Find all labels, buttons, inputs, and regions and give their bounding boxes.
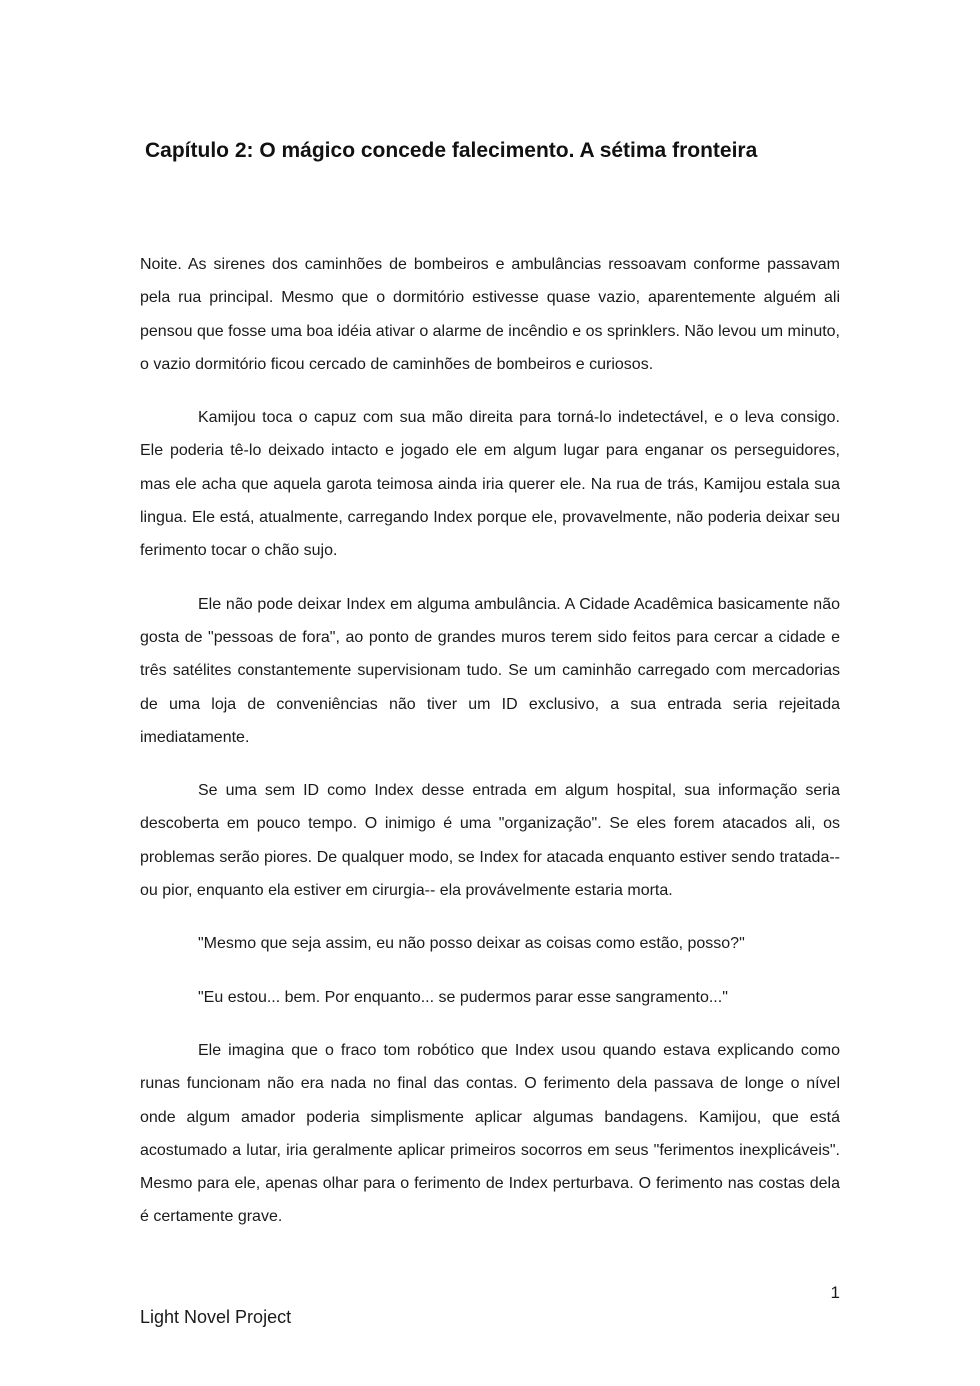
dialogue-line-1: "Mesmo que seja assim, eu não posso deixar as coisas como estão, posso?" (198, 935, 745, 953)
paragraph-3: Ele não pode deixar Index em alguma ambulância. A Cidade Acadêmica basicamente não gosta de "pessoas de fora", ao ponto de grandes muros terem sido feitos para cercar a cidade e três satélites constantemente supervisionam tudo. Se um caminhão carregado com mercadorias de uma loja de conveniências não tiver um ID exclusivo, a sua entrada seria rejeitada imediatamente. (140, 595, 840, 746)
paragraph-4: Se uma sem ID como Index desse entrada em algum hospital, sua informação seria descoberta em pouco tempo. O inimigo é uma "organização". Se eles forem atacados ali, os problemas serão piores. De qualquer modo, se Index for atacada enquanto estiver sendo tratada--ou pior, enquanto ela estiver em cirurgia-- ela provávelmente estaria morta. (140, 782, 840, 900)
chapter-title: Capítulo 2: O mágico concede falecimento. A sétima fronteira (145, 139, 758, 162)
paragraph-1: Noite. As sirenes dos caminhões de bombeiros e ambulâncias ressoavam conforme passavam pela rua principal. Mesmo que o dormitório estivesse quase vazio, aparentemente alguém ali pensou que fosse uma boa idéia ativar o alarme de incêndio e os sprinklers. Não levou um minuto, o vazio dormitório ficou cercado de caminhões de bombeiros e curiosos. (140, 256, 840, 373)
footer-text: Light Novel Project (140, 1307, 292, 1327)
dialogue-line-2: "Eu estou... bem. Por enquanto... se pudermos parar esse sangramento..." (198, 988, 728, 1006)
paragraph-2: Kamijou toca o capuz com sua mão direita para torná-lo indetectável, e o leva consigo. Ele poderia tê-lo deixado intacto e jogado ele em algum lugar para enganar os perseguidores, mas ele acha que aquela garota teimosa ainda iria querer ele. Na rua de trás, Kamijou estala sua lingua. Ele está, atualmente, carregando Index porque ele, provavelmente, não poderia deixar seu ferimento tocar o chão sujo. (140, 409, 840, 560)
body-text (140, 248, 840, 1254)
paragraph-7: Ele imagina que o fraco tom robótico que Index usou quando estava explicando como runas funcionam não era nada no final das contas. O ferimento dela passava de longe o nível onde algum amador poderia simplismente aplicar algumas bandagens. Kamijou, que está acostumado a lutar, iria geralmente aplicar primeiros socorros em seus "ferimentos inexplicáveis". Mesmo para ele, apenas olhar para o ferimento de Index perturbava. O ferimento nas costas dela é certamente grave. (140, 1041, 840, 1226)
page-number: 1 (830, 1283, 840, 1302)
